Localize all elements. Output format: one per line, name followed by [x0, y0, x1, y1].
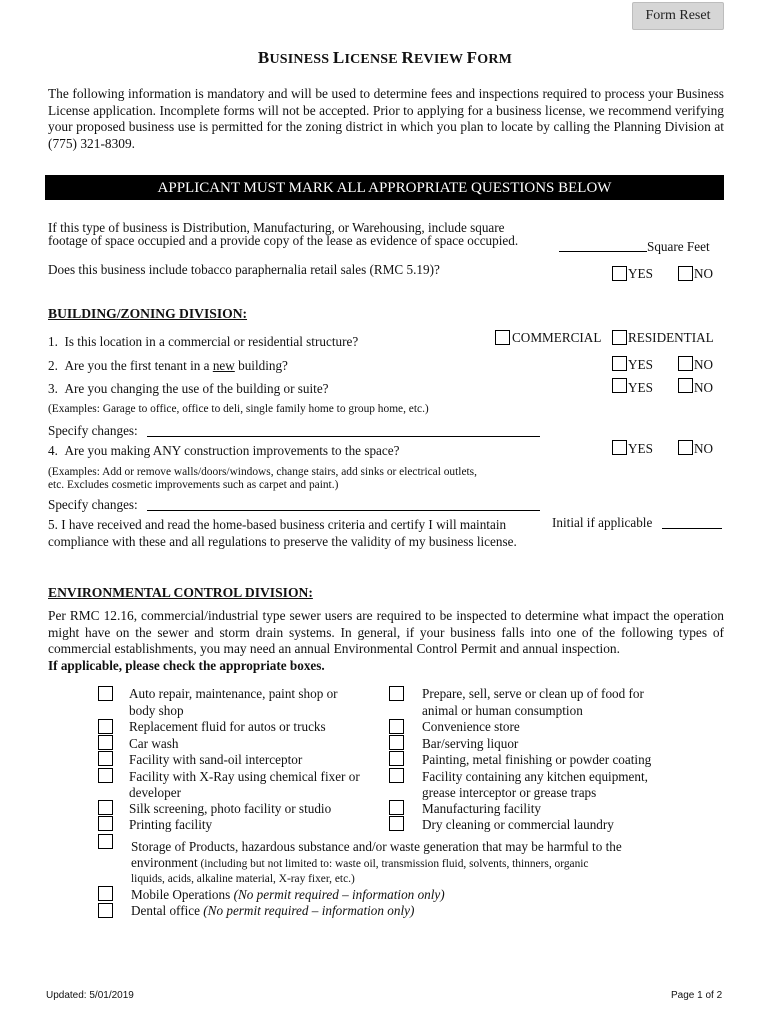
- dry-cleaning-checkbox[interactable]: [389, 816, 404, 831]
- title-part: L: [332, 48, 345, 67]
- storage-details: (including but not limited to: waste oil, transmission fluid, solvents, thinners, organic: [197, 858, 589, 870]
- residential-checkbox[interactable]: [612, 330, 627, 345]
- building-q3: 3. Are you changing the use of the building or suite?: [48, 381, 329, 396]
- dental-label: Dental office: [131, 903, 200, 918]
- env-right-item: grease interceptor or grease traps: [422, 785, 597, 800]
- mobile-operations-checkbox[interactable]: [98, 886, 113, 901]
- env-left-item: Facility with sand-oil interceptor: [129, 752, 303, 767]
- form-reset-button[interactable]: Form Reset: [632, 2, 724, 30]
- env-left-item: Car wash: [129, 736, 179, 751]
- env-right-item: Dry cleaning or commercial laundry: [422, 817, 614, 832]
- dental-office-label: [131, 904, 414, 918]
- dental-office-checkbox[interactable]: [98, 903, 113, 918]
- no-label: NO: [694, 380, 714, 395]
- q4-no-checkbox[interactable]: [678, 440, 693, 455]
- specify-changes-label: Specify changes:: [48, 497, 138, 512]
- building-q2: [48, 359, 288, 373]
- q4-examples-line2: etc. Excludes cosmetic improvements such as carpet and paint.): [48, 479, 339, 491]
- specify-changes-input-2[interactable]: [147, 510, 540, 511]
- page-title: [0, 48, 770, 68]
- mobile-label: Mobile Operations: [131, 887, 231, 902]
- building-q4: 4. Are you making ANY construction improvements to the space?: [48, 443, 400, 458]
- environmental-instruction: If applicable, please check the appropriate boxes.: [48, 658, 325, 673]
- env-right-item: Convenience store: [422, 719, 520, 734]
- env-left-item: Silk screening, photo facility or studio: [129, 801, 332, 816]
- env-right-item: Prepare, sell, serve or clean up of food for: [422, 686, 644, 701]
- storage-line2: [131, 856, 589, 871]
- intro-paragraph: The following information is mandatory and will be used to determine fees and inspections required to process your Business License application. Incomplete forms will not be accepted. Prior to applying for a business license, we recommend verifying your proposed business use is permitted for the zoning district in which you plan to locate by calling the Planning Division at (775) 321-8309.: [48, 86, 724, 151]
- q2-text: 2. Are you the first tenant in a: [48, 358, 213, 373]
- commercial-checkbox[interactable]: [495, 330, 510, 345]
- initial-label: Initial if applicable: [552, 515, 653, 530]
- env-left-item: Facility with X-Ray using chemical fixer or: [129, 769, 360, 784]
- sqft-input[interactable]: [559, 251, 647, 252]
- painting-checkbox[interactable]: [389, 751, 404, 766]
- q4-yes-checkbox[interactable]: [612, 440, 627, 455]
- car-wash-checkbox[interactable]: [98, 735, 113, 750]
- no-label: NO: [694, 441, 714, 456]
- bar-checkbox[interactable]: [389, 735, 404, 750]
- q3-no-checkbox[interactable]: [678, 378, 693, 393]
- no-label: NO: [694, 357, 714, 372]
- yes-label: YES: [628, 441, 653, 456]
- footer-page-number: Page 1 of 2: [671, 990, 723, 1001]
- sqft-label: Square Feet: [647, 239, 710, 254]
- env-right-item: Bar/serving liquor: [422, 736, 519, 751]
- title-part: EVIEW: [413, 52, 467, 67]
- manufacturing-checkbox[interactable]: [389, 800, 404, 815]
- q2-no-checkbox[interactable]: [678, 356, 693, 371]
- specify-changes-input[interactable]: [147, 436, 540, 437]
- sqft-question-line2: footage of space occupied and a provide copy of the lease as evidence of space occupied.: [48, 233, 519, 248]
- residential-label: RESIDENTIAL: [628, 330, 714, 345]
- title-part: R: [401, 48, 414, 67]
- title-part: ICENSE: [344, 52, 402, 67]
- environmental-paragraph: Per RMC 12.16, commercial/industrial type sewer users are required to be inspected to determine what impact the operation might have on the sewer and storm drain systems. In general, if your business falls into one of the following types of commercial establishments, you may need an annual Environmental Control Permit and annual inspection.: [48, 608, 724, 657]
- env-left-item: Auto repair, maintenance, paint shop or: [129, 686, 338, 701]
- building-division-heading: BUILDING/ZONING DIVISION:: [48, 306, 248, 321]
- q3-examples: (Examples: Garage to office, office to deli, single family home to group home, etc.): [48, 403, 429, 415]
- storage-checkbox[interactable]: [98, 834, 113, 849]
- building-q1: 1. Is this location in a commercial or residential structure?: [48, 334, 359, 349]
- specify-changes-label: Specify changes:: [48, 423, 138, 438]
- q2-yes-checkbox[interactable]: [612, 356, 627, 371]
- kitchen-equipment-checkbox[interactable]: [389, 768, 404, 783]
- replacement-fluid-checkbox[interactable]: [98, 719, 113, 734]
- silk-screening-checkbox[interactable]: [98, 800, 113, 815]
- instruction-banner: APPLICANT MUST MARK ALL APPROPRIATE QUESTIONS BELOW: [45, 175, 724, 200]
- title-part: B: [257, 48, 270, 67]
- tobacco-question: Does this business include tobacco paraphernalia retail sales (RMC 5.19)?: [48, 262, 440, 277]
- printing-checkbox[interactable]: [98, 816, 113, 831]
- env-right-item: Manufacturing facility: [422, 801, 542, 816]
- food-checkbox[interactable]: [389, 686, 404, 701]
- convenience-store-checkbox[interactable]: [389, 719, 404, 734]
- env-left-item: Printing facility: [129, 817, 213, 832]
- footer-updated: Updated: 5/01/2019: [46, 990, 134, 1001]
- tobacco-no-checkbox[interactable]: [678, 266, 693, 281]
- storage-line1: Storage of Products, hazardous substance and/or waste generation that may be harmful to the: [131, 839, 622, 854]
- xray-checkbox[interactable]: [98, 768, 113, 783]
- sqft-question-line1: If this type of business is Distribution, Manufacturing, or Warehousing, include square: [48, 220, 505, 235]
- env-left-item: Replacement fluid for autos or trucks: [129, 719, 326, 734]
- title-part: F: [466, 48, 478, 67]
- auto-repair-checkbox[interactable]: [98, 686, 113, 701]
- env-left-item: body shop: [129, 703, 184, 718]
- mobile-note: (No permit required – information only): [230, 887, 445, 902]
- yes-label: YES: [628, 266, 653, 281]
- q2-text-end: building?: [234, 358, 288, 373]
- sand-oil-checkbox[interactable]: [98, 751, 113, 766]
- env-right-item: animal or human consumption: [422, 703, 583, 718]
- commercial-label: COMMERCIAL: [512, 330, 602, 345]
- storage-line3: liquids, acids, alkaline material, X-ray fixer, etc.): [131, 873, 355, 885]
- title-part: USINESS: [269, 52, 333, 67]
- env-left-item: developer: [129, 785, 181, 800]
- q2-new: new: [212, 358, 235, 373]
- title-part: ORM: [477, 52, 513, 67]
- building-q5-line1: 5. I have received and read the home-based business criteria and certify I will maintain: [48, 517, 507, 532]
- no-label: NO: [694, 266, 714, 281]
- q4-examples-line1: (Examples: Add or remove walls/doors/windows, change stairs, add sinks or electrical outlets,: [48, 466, 477, 478]
- env-right-item: Facility containing any kitchen equipment,: [422, 769, 648, 784]
- environmental-division-heading: ENVIRONMENTAL CONTROL DIVISION:: [48, 585, 313, 600]
- yes-label: YES: [628, 380, 653, 395]
- q3-yes-checkbox[interactable]: [612, 378, 627, 393]
- initial-input[interactable]: [662, 528, 722, 529]
- dental-note: (No permit required – information only): [199, 903, 415, 918]
- tobacco-yes-checkbox[interactable]: [612, 266, 627, 281]
- mobile-operations-label: [131, 888, 445, 902]
- building-q5-line2: compliance with these and all regulations to preserve the validity of my business license.: [48, 534, 517, 549]
- storage-environment: environment: [131, 855, 198, 870]
- env-right-item: Painting, metal finishing or powder coating: [422, 752, 652, 767]
- yes-label: YES: [628, 357, 653, 372]
